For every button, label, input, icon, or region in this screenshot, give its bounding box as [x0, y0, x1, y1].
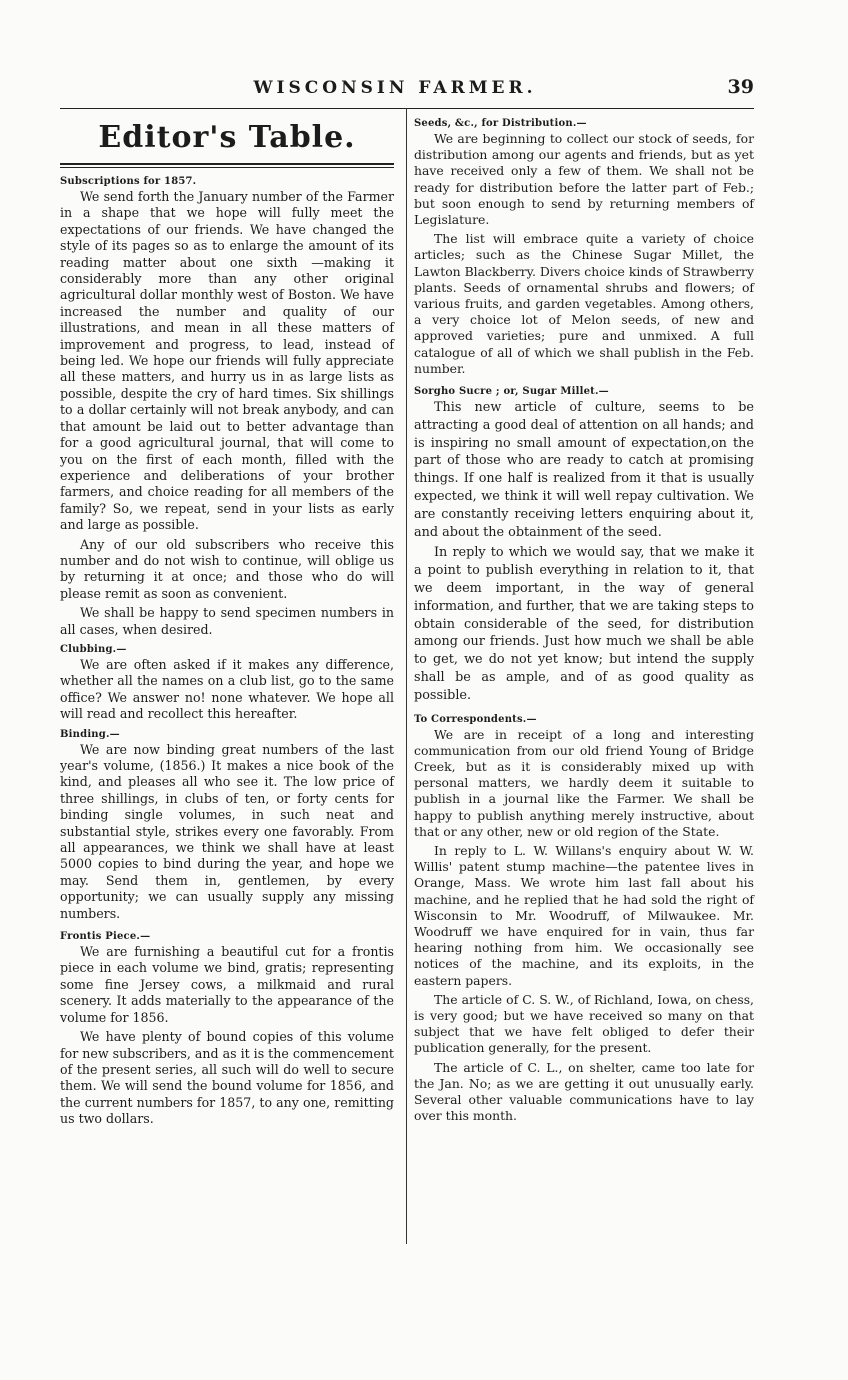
article-heading: Binding.— — [60, 728, 120, 740]
article-heading: Frontis Piece.— — [60, 931, 151, 943]
article-paragraph: This new article of culture, seems to be attracting a good deal of attention on all hands; and is inspiring no small amount of expectation,on the part of those who are ready to catch at promising things. If one half is realized from it that is usually expected, we think it will well repay cultivation. We are constantly receiving letters enquiring about it, and about the obtainment of the seed. — [414, 400, 754, 540]
article-paragraph: In reply to which we would say, that we make it a point to publish everything in relation to it, that we deem important, in the way of general information, and further, that we are taking steps to obtain considerable of the seed, for distribution among our friends. Just how much we shall be able to get, we do not yet know; but intend the supply shall be as ample, and of as good quality as possible. — [414, 545, 754, 703]
article-paragraph: The list will embrace quite a variety of choice articles; such as the Chinese Sugar Millet, the Lawton Blackberry. Divers choice kinds of Strawberry plants. Seeds of ornamental shrubs and flowers; of various fruits, and garden vegetables. Among others, a very choice lot of Melon seeds, of new and approved varieties; pure and unmixed. A full catalogue of all of which we shall publish in the Feb. number. — [414, 231, 754, 376]
article-paragraph: We send forth the January number of the Farmer in a shape that we hope will fully meet the expectations of our friends. We have changed the style of its pages so as to enlarge the amount of its reading matter about one sixth —making it considerably more than any other original agricultural dollar monthly west of Boston. We have increased the number and quality of our illustrations, and mean in all these matters of improvement and progress, to lead, instead of being led. We hope our friends will fully appreciate all these matters, and hurry us in as large lists as possible, despite the cry of hard times. Six shillings to a dollar certainly will not break anybody, and can that amount be laid out to better advantage than for a good agricultural journal, that will come to you on the first of each month, filled with the experience and deliberations of your brother farmers, and choice reading for all members of the family? So, we repeat, send in your lists as early and large as possible. — [60, 189, 394, 533]
article-paragraph: We are furnishing a beautiful cut for a frontis piece in each volume we bind, gratis; representing some fine Jersey cows, a milkmaid and rural scenery. It adds materially to the appearance of the volume for 1856. — [60, 944, 394, 1025]
article-seeds — [414, 118, 754, 377]
masthead-rule — [60, 163, 394, 168]
article-paragraph: Any of our old subscribers who receive this number and do not wish to continue, will oblige us by returning it at once; and those who do will please remit as soon as convenient. — [60, 536, 394, 601]
right-column — [414, 118, 754, 1127]
article-heading: Subscriptions for 1857. — [60, 176, 197, 187]
masthead-title: Editor's Table. — [98, 120, 356, 155]
left-column — [60, 118, 394, 1131]
article-paragraph: We are in receipt of a long and interesting communication from our old friend Young of Bridge Creek, but as it is considerably mixed up with personal matters, we hardly deem it suitable to publish in a journal like the Farmer. We shall be happy to publish anything merely instructive, about that or any other, new or old region of the State. — [414, 726, 754, 839]
article-paragraph: The article of C. S. W., of Richland, Iowa, on chess, is very good; but we have received so many on that subject that we have felt obliged to defer their publication generally, for the present. — [414, 991, 754, 1056]
article-clubbing — [60, 644, 394, 723]
article-heading: Seeds, &c., for Distribution.— — [414, 118, 587, 129]
article-heading: Clubbing.— — [60, 643, 127, 655]
article-binding — [60, 729, 394, 922]
article-paragraph: The article of C. L., on shelter, came too late for the Jan. No; as we are getting it out unusually early. Several other valuable communications have to lay over this month. — [414, 1059, 754, 1124]
article-paragraph: In reply to L. W. Willans's enquiry about W. W. Willis' patent stump machine—the patentee lives in Orange, Mass. We wrote him last fall about his machine, and he replied that he had sold the right of Wisconsin to Mr. Woodruff, of Milwaukee. Mr. Woodruff we have enquired for in vain, thus far hearing nothing from him. We occasionally see notices of the machine, and its exploits, in the eastern papers. — [414, 843, 754, 988]
article-heading: To Correspondents.— — [414, 713, 537, 725]
running-title: WISCONSIN FARMER. — [253, 78, 537, 98]
article-paragraph: We are often asked if it makes any difference, whether all the names on a club list, go to the same office? We answer no! none whatever. We hope all will read and recollect this hereafter. — [60, 656, 394, 722]
article-sorgho-sucre — [414, 386, 754, 705]
header-rule — [60, 108, 754, 109]
article-paragraph: We have plenty of bound copies of this volume for new subscribers, and as it is the commencement of the present series, all such will do well to secure them. We will send the bound volume for 1856, and the current numbers for 1857, to any one, remitting us two dollars. — [60, 1029, 394, 1127]
column-divider — [406, 108, 407, 1244]
article-subscriptions — [60, 176, 394, 638]
article-correspondents — [414, 714, 754, 1125]
page-number: 39 — [727, 76, 754, 98]
article-paragraph: We are now binding great numbers of the last year's volume, (1856.) It makes a nice book of the kind, and pleases all who see it. The low price of three shillings, in clubs of ten, or forty cents for binding single volumes, in such neat and substantial style, strikes every one favorably. From all appearances, we think we shall have at least 5000 copies to bind during the year, and hope we may. Send them in, gentlemen, by every opportunity; we can usually supply any missing numbers. — [60, 741, 394, 921]
article-heading: Sorgho Sucre ; or, Sugar Millet.— — [414, 386, 609, 398]
article-frontis-piece — [60, 931, 394, 1127]
article-paragraph: We shall be happy to send specimen numbers in all cases, when desired. — [60, 605, 394, 637]
article-paragraph: We are beginning to collect our stock of seeds, for distribution among our agents and friends, but as yet have received only a few of them. We shall not be ready for distribution before the latter part of Feb.; but soon enough to send by returning members of Legislature. — [414, 131, 754, 228]
